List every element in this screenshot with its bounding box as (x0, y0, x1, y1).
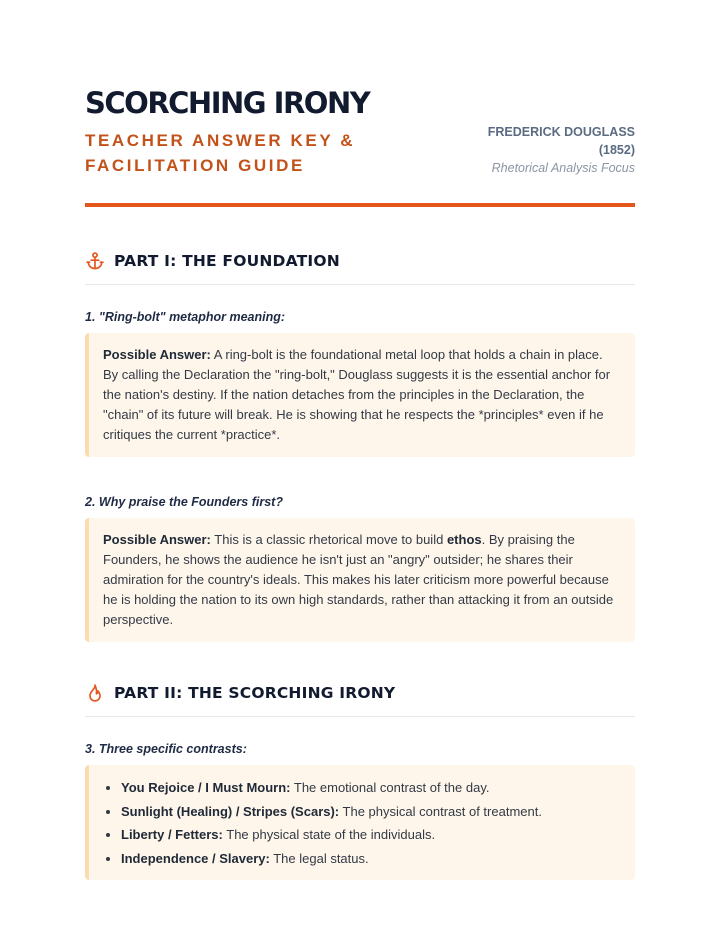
answer-2-label: Possible Answer: (103, 532, 211, 547)
answer-1-label: Possible Answer: (103, 347, 211, 362)
part-1-title: PART I: THE FOUNDATION (114, 252, 340, 270)
page-subtitle: TEACHER ANSWER KEY & FACILITATION GUIDE (85, 131, 356, 175)
contrast-term: You Rejoice / I Must Mourn: (121, 780, 291, 795)
part-2-section (85, 676, 635, 880)
contrast-term: Liberty / Fetters: (121, 827, 223, 842)
answer-2-box (85, 518, 635, 642)
contrast-desc: The emotional contrast of the day. (293, 780, 490, 795)
speech-meta (415, 123, 635, 177)
speech-year: (1852) (598, 143, 635, 157)
part-1-heading (85, 244, 635, 285)
answer-3-box (85, 765, 635, 880)
part-2-title: PART II: THE SCORCHING IRONY (114, 684, 396, 702)
list-item (121, 776, 621, 800)
contrast-desc: The physical state of the individuals. (226, 827, 436, 842)
answer-2-text-after: . By praising the Founders, he shows the audience he isn't just an "angry" outsider; he shares their admiration for the country's ideals. This makes his later criticism more powerful because he is holding the nation to its own high standards, rather than attacking it from an outside perspective. (103, 532, 614, 627)
contrast-desc: The physical contrast of treatment. (342, 803, 542, 819)
answer-2-text-before: This is a classic rhetorical move to build (214, 532, 444, 547)
question-2: 2. Why praise the Founders first? (85, 495, 283, 509)
question-1: 1. "Ring-bolt" metaphor meaning: (85, 310, 286, 324)
answer-key-page (85, 82, 635, 866)
question-3: 3. Three specific contrasts: (85, 742, 247, 756)
part-2-heading (85, 676, 635, 717)
answer-2-emphasis: ethos (446, 532, 482, 547)
contrast-desc: The legal status. (273, 850, 369, 866)
list-item (121, 823, 621, 847)
contrast-list (103, 776, 621, 870)
list-item (121, 800, 621, 824)
contrast-term: Sunlight (Healing) / Stripes (Scars): (121, 803, 340, 819)
header (85, 82, 635, 204)
answer-1-box (85, 333, 635, 457)
page-title: SCORCHING IRONY (85, 86, 370, 120)
header-divider (85, 203, 635, 207)
flame-icon (85, 683, 105, 703)
list-item (121, 847, 621, 871)
answer-1-text: A ring-bolt is the foundational metal loop that holds a chain in place. By calling the Declaration the "ring-bolt," Douglass suggests it is the essential anchor for the nation's destiny. If the nation detaches from the principles in the Declaration, the "chain" of its future will break. He is showing that he respects the *principles* even if he critiques the current *practice*. (103, 347, 611, 442)
anchor-icon (85, 251, 105, 271)
part-1-section (85, 244, 635, 642)
author-name: FREDERICK DOUGLASS (487, 125, 635, 139)
contrast-term: Independence / Slavery: (121, 850, 270, 866)
analysis-focus: Rhetorical Analysis Focus (491, 161, 635, 175)
